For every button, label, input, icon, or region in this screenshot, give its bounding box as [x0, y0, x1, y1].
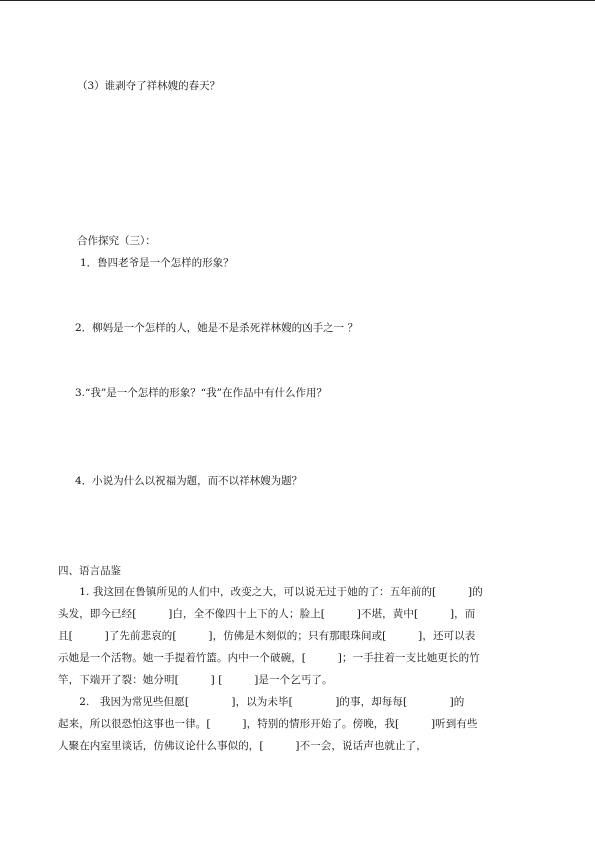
passage-2-line: 起来，所以很恐怕这事也一律。[ ]，特别的情形开始了。傍晚，我[ ]听到有些 — [58, 718, 478, 730]
top-border-line — [0, 0, 595, 1]
passage-1-line: 示她是一个活物。她一手提着竹篮。内中一个破碗，[ ]；一手拄着一支比她更长的竹 — [58, 652, 480, 664]
passage-2-line: 人聚在内室里谈话，仿佛议论什么事似的，[ ]不一会，说话声也就止了， — [58, 740, 427, 752]
section-3-question-4: 4．小说为什么以祝福为题，而不以祥林嫂为题？ — [75, 475, 303, 487]
question-3-text: （3）谁剥夺了祥林嫂的春天？ — [77, 80, 221, 92]
section-3-question-1: 1．鲁四老爷是一个怎样的形象？ — [80, 257, 234, 269]
section-4-title: 四、语言品鉴 — [58, 565, 121, 577]
passage-1-line: 头发，即今已经[ ]白，全不像四十上下的人；脸上[ ]不堪，黄中[ ]，而 — [58, 608, 476, 620]
section-3-title: 合作探究（三）： — [77, 235, 156, 247]
passage-2-line: 2. 我因为常见些但愿[ ]，以为未毕[ ]的事，却每每[ ]的 — [58, 696, 465, 708]
passage-1-line: 1. 我这回在鲁镇所见的人们中，改变之大，可以说无过于她的了：五年前的[ ]的 — [58, 586, 483, 598]
passage-1-line: 且[ ]了先前悲哀的[ ]，仿佛是木刻似的；只有那眼珠间或[ ]，还可以表 — [58, 630, 476, 642]
passage-1-line: 竿，下端开了裂：她分明[ ] [ ]是一个乞丐了。 — [58, 674, 333, 686]
section-3-question-2: 2．柳妈是一个怎样的人，她是不是杀死祥林嫂的凶手之一 ？ — [75, 322, 359, 334]
section-3-question-3: 3.“我”是一个怎样的形象？“我”在作品中有什么作用？ — [75, 387, 327, 399]
